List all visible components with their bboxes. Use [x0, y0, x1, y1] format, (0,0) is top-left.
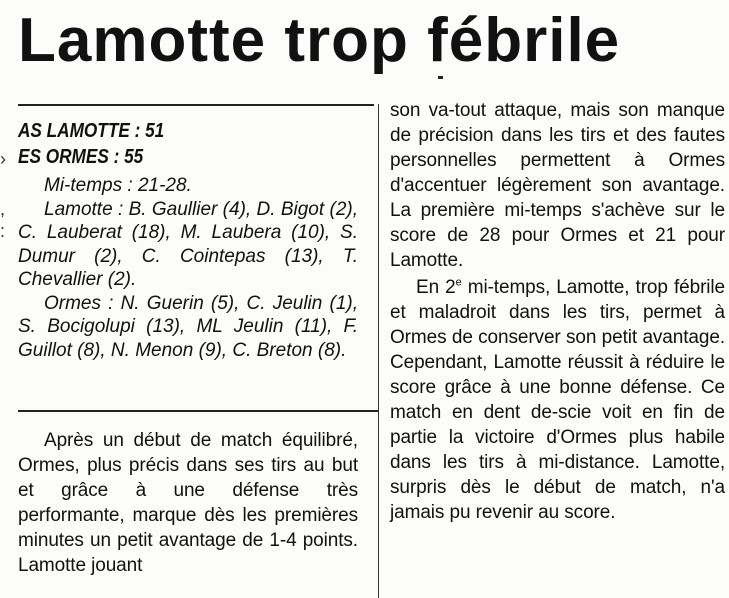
edge-fragment: ›	[0, 149, 6, 169]
lamotte-scorers: Lamotte : B. Gaullier (4), D. Bigot (2), C. Lauberat (18), M. Laubera (10), S. Dumur (2), C. Cointepas (13), T. Chevallier (2).	[18, 198, 358, 290]
ordinal-superscript: e	[455, 276, 462, 289]
article-paragraph-1-part-1: Après un début de match équilibré, Ormes, plus précis dans ses tirs au but et grâce à une défense très performante, marque dès les premières minutes un petit avantage de 1-4 points. Lamotte jouant	[18, 430, 358, 576]
column-divider	[378, 104, 379, 598]
paragraph-2-prefix: En 2	[416, 277, 456, 298]
top-divider	[18, 104, 374, 106]
score-lamotte: AS LAMOTTE : 51	[18, 120, 165, 142]
article-paragraph-1-part-2: son va-tout attaque, mais son manque de précision dans les tirs et des fautes personnelles permettent à Ormes d'accentuer légèrement son avantage. La première mi-temps s'achève sur le score de 28 pour Ormes et 21 pour Lamotte.	[390, 100, 725, 271]
headline: Lamotte trop fébrile	[18, 6, 621, 75]
score-ormes: ES ORMES : 55	[18, 146, 144, 168]
paragraph-2-text: mi-temps, Lamotte, trop fébrile et maladroit dans les tirs, permet à Ormes de conserver son petit avantage. Cependant, Lamotte réussit à réduire le score grâce à une bonne défense. Ce match en dent de-scie voit en fin de partie la victoire d'Ormes plus habile dans les tirs à mi-distance. Lamotte, surpris dès le début de match, n'a jamais pu revenir au score.	[390, 277, 726, 523]
ormes-scorers: Ormes : N. Guerin (5), C. Jeulin (1), S. Bocigolupi (13), ML Jeulin (11), F. Guillot (8), N. Menon (9), C. Breton (8).	[18, 292, 358, 361]
section-divider	[18, 410, 378, 412]
article-column-right	[390, 98, 725, 525]
article-column-left	[18, 428, 358, 578]
edge-fragment: ,	[0, 199, 6, 219]
print-speck	[438, 76, 443, 79]
match-stats	[18, 174, 358, 362]
halftime-score: Mi-temps : 21-28.	[44, 175, 192, 196]
article-paragraph-2	[390, 275, 725, 525]
edge-fragment: :	[0, 221, 6, 241]
